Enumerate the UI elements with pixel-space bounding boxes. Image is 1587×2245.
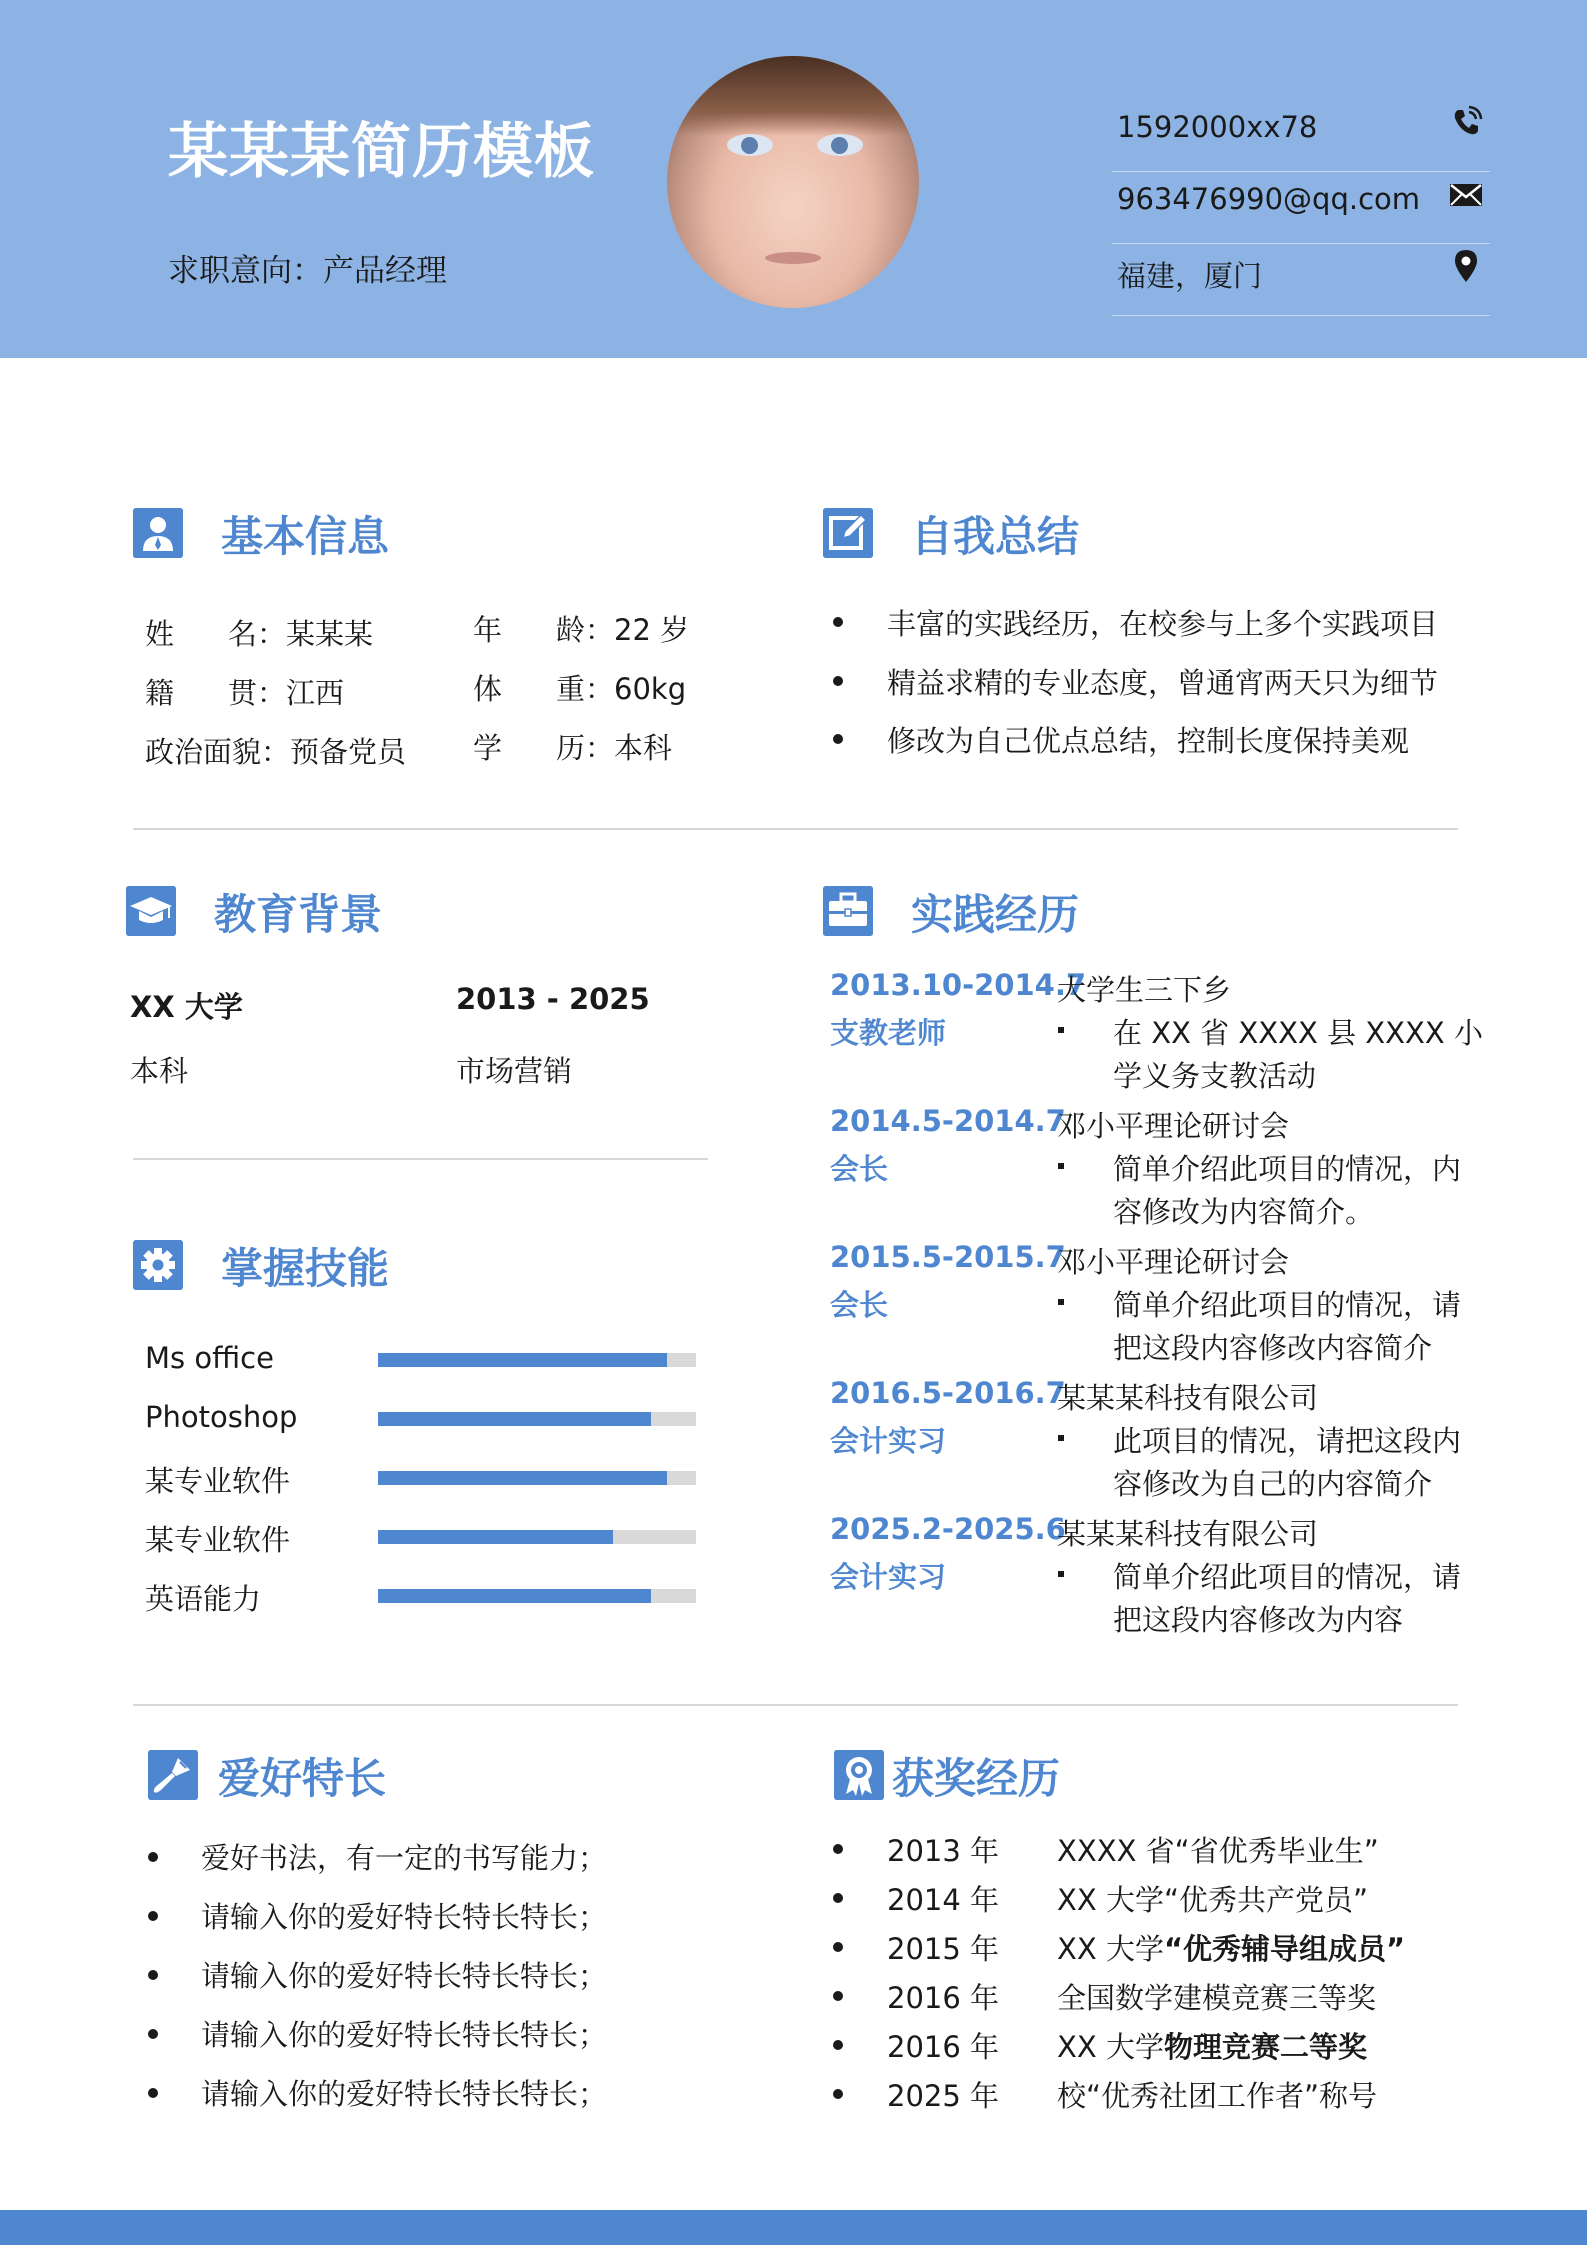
practice-org: 大学生三下乡: [1057, 973, 1232, 1007]
hobby-item: 请输入你的爱好特长特长特长；: [201, 1900, 608, 1934]
bullet-dot: [833, 1844, 843, 1854]
skill-bar: [378, 1530, 696, 1544]
skill-name: Photoshop: [145, 1400, 298, 1434]
bullet-dot: [833, 1893, 843, 1903]
practice-desc: 学义务支教活动: [1113, 1059, 1317, 1093]
award-text: [1057, 1878, 1368, 1919]
award-name: 全国数学建模竞赛三等奖: [1057, 1981, 1377, 2015]
practice-role: 会计实习: [830, 1560, 947, 1594]
photo-hair: [667, 56, 919, 136]
practice-desc: 在 XX 省 XXXX 县 XXXX 小: [1113, 1016, 1483, 1050]
location-icon: [1448, 248, 1484, 284]
award-year: 2025 年: [887, 2079, 1000, 2113]
practice-desc: 把这段内容修改为内容: [1113, 1603, 1404, 1637]
bullet-dot: [148, 1911, 158, 1921]
bullet-dot: [833, 617, 843, 627]
edit-icon: [823, 508, 873, 558]
award-year: 2013 年: [887, 1834, 1000, 1868]
basic-value-1: 名：某某某: [228, 617, 374, 651]
hobby-item: 请输入你的爱好特长特长特长；: [201, 2077, 608, 2111]
hobby-item: 爱好书法，有一定的书写能力；: [201, 1841, 608, 1875]
award-year: 2016 年: [887, 1981, 1000, 2015]
graduation-cap-icon: [126, 886, 176, 936]
section-title: 获奖经历: [892, 1754, 1061, 1803]
brush-icon: [148, 1750, 198, 1800]
award-name: 校“优秀社团工作者”称号: [1057, 2079, 1378, 2113]
photo-eye-right: [817, 134, 863, 156]
skill-name: 某专业软件: [145, 1523, 291, 1557]
basic-label-4: 体: [473, 672, 503, 706]
award-name: XX 大学: [1057, 1932, 1164, 1966]
award-year: 2016 年: [887, 2030, 1000, 2064]
award-year: 2014 年: [887, 1883, 1000, 1917]
practice-desc: 容修改为自己的内容简介: [1113, 1467, 1433, 1501]
bullet-dot: [833, 1991, 843, 2001]
practice-role: 会计实习: [830, 1424, 947, 1458]
skill-name: 某专业软件: [145, 1464, 291, 1498]
skill-bar-fill: [378, 1412, 651, 1426]
contact-phone-text: 1592000xx78: [1117, 110, 1318, 144]
bullet-square: [1058, 1027, 1064, 1033]
bullet-dot: [148, 1970, 158, 1980]
footer-bar: [0, 2210, 1587, 2245]
basic-value-2: 龄：22 岁: [556, 613, 690, 647]
award-text: [1057, 2074, 1377, 2115]
bullet-dot: [833, 2089, 843, 2099]
bullet-square: [1058, 1299, 1064, 1305]
practice-role: 支教老师: [830, 1016, 947, 1050]
bullet-dot: [148, 2029, 158, 2039]
hobby-item: 请输入你的爱好特长特长特长；: [201, 1959, 608, 1993]
award-name: XX 大学“优秀共产党员”: [1057, 1883, 1368, 1917]
skill-bar-fill: [378, 1471, 667, 1485]
practice-desc: 简单介绍此项目的情况，请: [1113, 1560, 1462, 1594]
basic-label-1: 姓: [145, 617, 175, 651]
section-divider: [133, 1158, 708, 1160]
practice-desc: 简单介绍此项目的情况，请: [1113, 1288, 1462, 1322]
practice-date: 2014.5-2014.7: [830, 1104, 1066, 1138]
award-name-bold: “优秀辅导组成员”: [1163, 1932, 1406, 1966]
contact-location: [1112, 244, 1490, 316]
practice-date: 2013.10-2014.7: [830, 968, 1087, 1002]
section-divider: [133, 1704, 1458, 1706]
section-title: 实践经历: [911, 890, 1080, 939]
mail-icon: [1448, 176, 1484, 212]
bullet-dot: [833, 1942, 843, 1952]
contact-location-text: 福建，厦门: [1117, 259, 1263, 293]
practice-role: 会长: [830, 1152, 889, 1186]
hobby-item: 请输入你的爱好特长特长特长；: [201, 2018, 608, 2052]
school-name: XX 大学: [130, 990, 243, 1024]
award-year: 2015 年: [887, 1932, 1000, 1966]
award-text: [1057, 1976, 1376, 2017]
basic-value-3: 贯：江西: [228, 676, 345, 710]
section-title: 教育背景: [214, 890, 383, 939]
award-name: XX 大学: [1057, 2030, 1164, 2064]
school-years: 2013 - 2025: [456, 982, 650, 1016]
contact-email-text: 963476990@qq.com: [1117, 182, 1421, 216]
award-text: [1057, 1927, 1405, 1968]
contact-phone: [1112, 100, 1490, 172]
award-name: XXXX 省“省优秀毕业生”: [1057, 1834, 1379, 1868]
practice-date: 2015.5-2015.7: [830, 1240, 1066, 1274]
practice-date: 2025.2-2025.6: [830, 1512, 1066, 1546]
skill-name: Ms office: [145, 1341, 274, 1375]
resume-title: 某某某简历模板: [168, 117, 595, 187]
bullet-dot: [148, 2088, 158, 2098]
summary-item: 丰富的实践经历，在校参与上多个实践项目: [887, 607, 1439, 641]
practice-desc: 简单介绍此项目的情况，内: [1113, 1152, 1462, 1186]
photo-eye-left: [727, 134, 773, 156]
section-title: 基本信息: [221, 512, 390, 561]
bullet-dot: [148, 1852, 158, 1862]
award-medal-icon: [834, 1750, 884, 1800]
skill-bar-fill: [378, 1353, 667, 1367]
section-title: 掌握技能: [221, 1244, 390, 1293]
practice-date: 2016.5-2016.7: [830, 1376, 1066, 1410]
contact-email: [1112, 172, 1490, 244]
practice-desc: 容修改为内容简介。: [1113, 1195, 1375, 1229]
bullet-square: [1058, 1163, 1064, 1169]
bullet-square: [1058, 1435, 1064, 1441]
bullet-dot: [833, 734, 843, 744]
practice-role: 会长: [830, 1288, 889, 1322]
user-icon: [133, 508, 183, 558]
award-name-bold: 物理竞赛二等奖: [1163, 2030, 1367, 2064]
degree: 本科: [130, 1054, 189, 1088]
skill-bar-fill: [378, 1589, 651, 1603]
profile-photo: [667, 56, 919, 308]
section-title: 自我总结: [911, 512, 1080, 561]
skill-bar-fill: [378, 1530, 613, 1544]
contact-list: [1112, 100, 1490, 316]
summary-item: 精益求精的专业态度，曾通宵两天只为细节: [887, 666, 1439, 700]
basic-value-4: 重：60kg: [556, 672, 687, 706]
basic-value-6: 历：本科: [556, 731, 673, 765]
skill-bar: [378, 1589, 696, 1603]
practice-desc: 此项目的情况，请把这段内: [1113, 1424, 1462, 1458]
award-text: [1057, 2025, 1367, 2066]
practice-desc: 把这段内容修改内容简介: [1113, 1331, 1433, 1365]
summary-item: 修改为自己优点总结，控制长度保持美观: [887, 724, 1410, 758]
section-title: 爱好特长: [218, 1754, 387, 1803]
skill-name: 英语能力: [145, 1582, 262, 1616]
bullet-dot: [833, 676, 843, 686]
practice-org: 某某某科技有限公司: [1057, 1381, 1319, 1415]
basic-label-3: 籍: [145, 676, 175, 710]
skill-bar: [378, 1353, 696, 1367]
basic-value-5: 政治面貌：预备党员: [145, 735, 407, 769]
practice-org: 某某某科技有限公司: [1057, 1517, 1319, 1551]
basic-label-2: 年: [473, 613, 503, 647]
phone-icon: [1448, 104, 1484, 140]
bullet-dot: [833, 2040, 843, 2050]
basic-label-6: 学: [473, 731, 503, 765]
section-divider: [133, 828, 1458, 830]
gear-icon: [133, 1240, 183, 1290]
major: 市场营销: [456, 1054, 573, 1088]
skill-bar: [378, 1471, 696, 1485]
award-text: [1057, 1829, 1379, 1870]
briefcase-icon: [823, 886, 873, 936]
job-intent: 求职意向：产品经理: [168, 253, 447, 289]
header-banner: [0, 0, 1587, 358]
skill-bar: [378, 1412, 696, 1426]
practice-org: 邓小平理论研讨会: [1057, 1245, 1290, 1279]
bullet-square: [1058, 1571, 1064, 1577]
photo-mouth: [765, 252, 821, 264]
practice-org: 邓小平理论研讨会: [1057, 1109, 1290, 1143]
